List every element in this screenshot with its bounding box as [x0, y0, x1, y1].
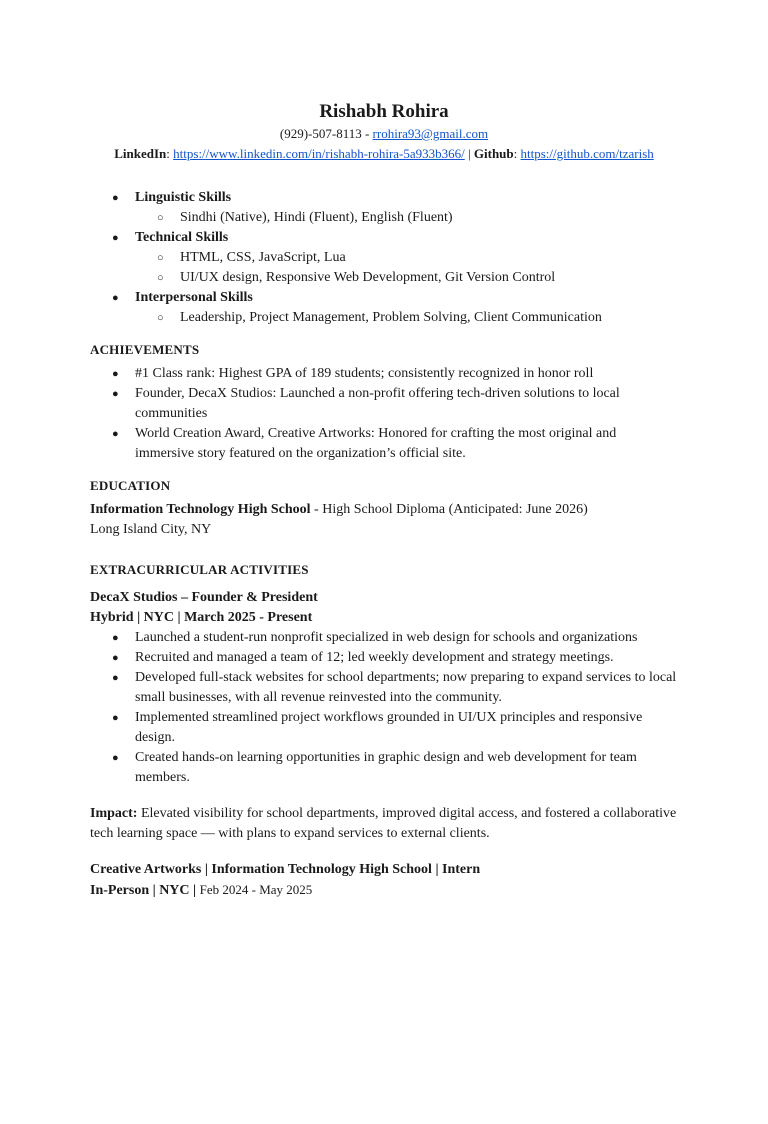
duty-item: ● Created hands-on learning opportunities in graphic design and web development for team members.: [90, 748, 678, 788]
email-link[interactable]: rrohira93@gmail.com: [372, 126, 489, 141]
duty-item: ● Recruited and managed a team of 12; led weekly development and strategy meetings.: [90, 648, 678, 668]
skill-group: [90, 228, 678, 288]
achievement-item: ● #1 Class rank: Highest GPA of 189 students; consistently recognized in honor roll: [90, 364, 678, 384]
impact-label: Impact:: [90, 806, 138, 821]
achievement-item: ● World Creation Award, Creative Artworks: Honored for crafting the most original and immersive story featured on the organization’s official site.: [90, 424, 678, 464]
skill-item: ○ Sindhi (Native), Hindi (Fluent), English (Fluent): [90, 208, 678, 228]
role-meta-dates: Feb 2024 - May 2025: [199, 882, 313, 897]
skill-group: [90, 188, 678, 228]
skill-group-title: Linguistic Skills: [135, 190, 232, 205]
skill-group-title: Interpersonal Skills: [135, 290, 253, 305]
github-link[interactable]: https://github.com/tzarish: [520, 146, 654, 161]
role-meta: Hybrid | NYC | March 2025 - Present: [90, 610, 313, 625]
duty-item: ● Developed full-stack websites for school departments; now preparing to expand services to local small businesses, with all revenue reinvested into the community.: [90, 668, 678, 708]
skills-list: [90, 188, 678, 328]
impact-text: Elevated visibility for school departments, improved digital access, and fostered a collaborative tech learning space — with plans to expand services to external clients.: [90, 806, 677, 841]
link-separator: |: [464, 146, 474, 161]
impact-statement: [90, 804, 678, 844]
role-title: Creative Artworks | Information Technology High School | Intern: [90, 862, 481, 877]
phone-number: (929)-507-8113 -: [279, 126, 373, 141]
skill-group-title: Technical Skills: [135, 230, 229, 245]
linkedin-link[interactable]: https://www.linkedin.com/in/rishabh-rohira-5a933b366/: [173, 146, 465, 161]
profile-links: LinkedIn: https://www.linkedin.com/in/rishabh-rohira-5a933b366/ | Github: https://github.com/tzarish: [114, 146, 654, 161]
achievements-list: [90, 364, 678, 464]
linkedin-label: LinkedIn: [114, 146, 167, 161]
skill-group: [90, 288, 678, 328]
achievement-item: ● Founder, DecaX Studios: Launched a non-profit offering tech-driven solutions to local communities: [90, 384, 678, 424]
role-meta-location: In-Person | NYC |: [90, 883, 200, 898]
education-heading: EDUCATION: [90, 478, 171, 493]
achievements-heading: ACHIEVEMENTS: [90, 342, 200, 357]
duty-item: ● Launched a student-run nonprofit specialized in web design for schools and organizations: [90, 628, 678, 648]
school-name: Information Technology High School: [90, 502, 311, 517]
contact-line: [90, 124, 678, 144]
role-duties-list: [90, 628, 678, 788]
resume-page: [0, 100, 768, 1124]
education-entry: [90, 500, 678, 520]
skill-item: ○ UI/UX design, Responsive Web Development, Git Version Control: [90, 268, 678, 288]
role-meta: [90, 880, 678, 901]
github-label: Github: [473, 146, 514, 161]
extracurricular-heading: EXTRACURRICULAR ACTIVITIES: [90, 562, 309, 577]
school-location: Long Island City, NY: [90, 522, 212, 537]
candidate-name: Rishabh Rohira: [319, 101, 449, 122]
role-title: DecaX Studios – Founder & President: [90, 590, 318, 605]
duty-item: ● Implemented streamlined project workflows grounded in UI/UX principles and responsive design.: [90, 708, 678, 748]
skill-item: ○ HTML, CSS, JavaScript, Lua: [90, 248, 678, 268]
skill-item: ○ Leadership, Project Management, Problem Solving, Client Communication: [90, 308, 678, 328]
diploma-detail: - High School Diploma (Anticipated: June 2026): [310, 502, 588, 517]
